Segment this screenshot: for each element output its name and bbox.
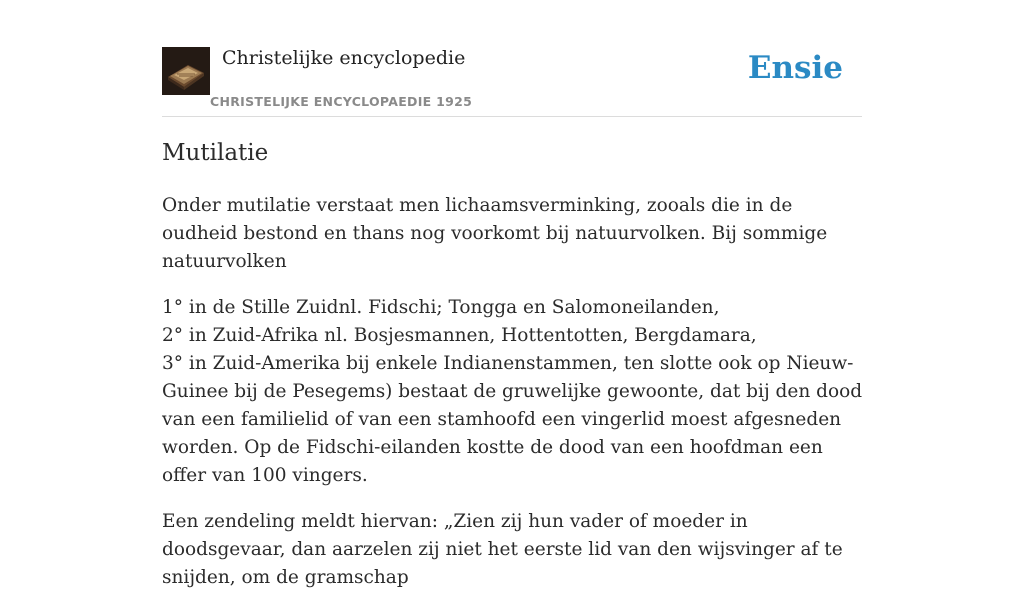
site-title[interactable]: Christelijke encyclopedie (222, 47, 466, 69)
book-image-icon (162, 47, 210, 95)
article-paragraph: 1° in de Stille Zuidnl. Fidschi; Tongga en Salomoneilanden, 2° in Zuid-Afrika nl. Bosjesmannen, Hottentotten, Bergdamara, 3° in Zuid-Amerika bij enkele Indianenstammen, ten slotte ook op Nieuw-Guinee bij de Pesegems) bestaat de gruwelijke gewoonte, dat bij den dood van een familielid of van een stamhoofd een vingerlid moest afgesneden worden. Op de Fidschi-eilanden kostte de dood van een hoofdman een offer van 100 vingers. (162, 297, 863, 486)
site-header (162, 46, 862, 117)
article-title: Mutilatie (162, 140, 269, 166)
article-paragraph: Een zendeling meldt hiervan: „Zien zij hun vader of moeder in doodsgevaar, dan aarzelen zij niet het eerste lid van den wijsvinger af te snijden, om de gramschap (162, 511, 843, 588)
ensie-logo[interactable]: Ensie (747, 50, 843, 86)
article-paragraph: Onder mutilatie verstaat men lichaamsverminking, zooals die in de oudheid bestond en thans nog voorkomt bij natuurvolken. Bij sommige natuurvolken (162, 195, 828, 272)
site-subtitle: CHRISTELIJKE ENCYCLOPAEDIE 1925 (210, 94, 473, 109)
encyclopedia-avatar[interactable] (162, 47, 210, 95)
article-body (162, 192, 864, 610)
